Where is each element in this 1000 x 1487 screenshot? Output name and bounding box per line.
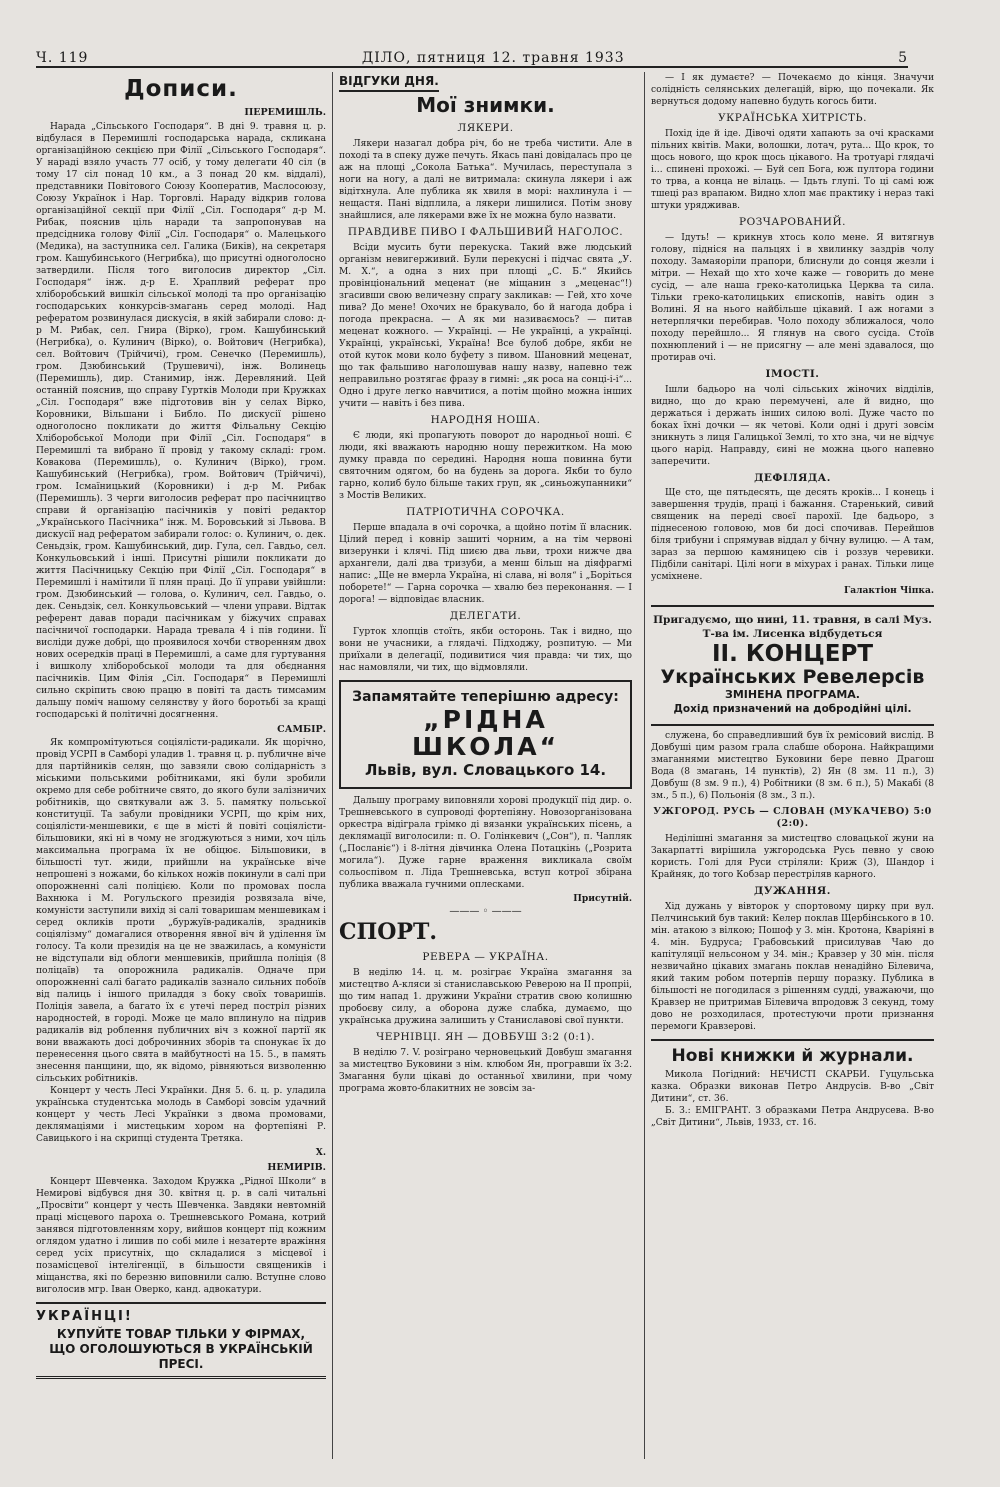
text-lakery: Лякери назагал добра річ, бо не треба чистити. Але в поході та в спеку дуже печуть. Якась пані довідалась про це аж на площі „Сокола Батька“. Мучилась, переступала з ноги на ногу, а далі не витримала: скинула лякери і аж відітхнула. Але публика як хвиля в морі: нахлинула і — нещастя. Пані відплила, а лякери лишилися. Потім знову знайшлися, але лякерами вже їх не можна було назвати. (339, 139, 632, 222)
text-rozcharovanyi: — Ідуть! — крикнув хтось коло мене. Я витягнув голову, підніся на пальцях і в хвилинку заздрів чолу походу. Замаяоріли прапори, блиснули до сонця жезли і мітри. — Нехай що хто хоче каже — говорить до мене сусід, — але наша греко-католицька Церква та сила. Тільки греко-католицьких єпископів, навіть один з Волині. Я на нього найбільше цікавий. І аж ногами з нетерплячки перебирав. Чоло походу зближалося, чоло походу перейшло... Я глянув на свого сусіда. Стоїв похнюплений і — не присягну — але мені здавалося, що протирав очі. (651, 232, 934, 363)
text-narodnia-nosha: Є люди, які пропагують поворот до народньої ноші. Є люди, які вважають народню ношу пережитком. На мою думку правда по середині. Народня ноша повинна бути святочним одягом, бо на будень за дорога. Якби то було гарно, колиб було більше таких груп, як „синьожупанники“ з Мостів Великих. (339, 430, 632, 501)
subhead-narodnia-nosha: НАРОДНЯ НОША. (430, 413, 541, 426)
section-heading-books: Нові книжки й журнали. (671, 1045, 914, 1066)
dateline-peremyshl: ПЕРЕМИШЛЬ. (244, 107, 326, 119)
text-delehaty-continued: — І як думаєте? — Почекаємо до кінця. Значучи солідність селянських делегацій, вірю, що почекали. Як вернуться додому напевно будуть когось бити. (651, 73, 934, 107)
article-peremyshl: Нарада „Сільського Господаря“. В днi 9. травня ц. р. відбулася в Перемишлі господарська нарада, скликана організаційною секцією при Філії „Сільського Господаря“. У нараді взяло участь 77 осіб, у тому делегати 40 сіл (в тому 17 сіл понад 10 км., а 3 понад 20 км. віддалі), представники Повітового Союзу Кооператив, Маслосоюзу, Союзу Українок і Нар. Торговлі. Нараду відкрив голова організаційної секції при Філії „Сіл. Господаря“ д-р М. Рибак, пояснив ціль наради та запропонував на предсідника голову Філії „Сіл. Господаря“ о. Малецького (Медика), на заступника сел. Галика (Биків), на секретаря гром. Кашубинського (Негрибка), що присутні одноголосно затвердили. Після того виголосив директор „Сіл. Господаря“ інж. д-р Е. Храплвий реферат про хліборобський вишкіл сільської молоді та про організацію господарських конкурсів-змагань серед молоді. Над рефератом розвинулася дискусія, в якій забирали слово: д-р М. Рибак, сел. Гнира (Вірко), гром. Кашубинський (Негрибка), о. Кулинич (Вірко), о. Войтович (Негрибка), сел. Войтович (Трійчичі), гром. Сенечко (Перемишль), гром. Дзюбинський (Трушевичі), інж. Волинець (Перемишль), дир. Станимир, інж. Деревляний. Цей останній пояснив, що справу Гуртків Молоди при Кружках „Сіл. Господаря“ вже підготовив він у селах Вірко, Коровники, Вільшани і Библо. По дискусії рішено одноголосно покликати до життя Фільальну Секцію Хліборобської Молоди при Філії „Сіл. Господаря“ в Перемишлі та вибрано її провід у такому складі: гром. Ковакова (Перемишль), о. Кулинич (Вірко), гром. Кашубинський (Негрибка), гром. Войтович (Трійчичі), гром. Ісмаїницький (Коровники) і д-р М. Рибак (Перемишль). З черги виголосив реферат про пасічництво справи й організацію пасічників у повіті редактор „Українського Пасічника“ інж. М. Боровський зі Львова. В дискусії над рефератом забирали голос: о. Кулинич, о. дек. Сеньдзік, гром. Кашубинський, дир. Гула, сел. Гавдьо, сел. Конкульовський і інші. Присутні рішили покликати до життя Пасічницьку Секцію при Філії „Сіл. Господаря“ в Перемишлі і намітили її плян праці. До її управи увійшли: гром. Дзюбинський — голова, о. Кулинич, сел. Гавдьо, о. дек. Сеньдзік, сел. Конкульовський — члени управи. Відтак референт давав поради пасічникам у біжучих справах пасічничої господарки. Нарада тревала 4 і пів години. Її висліди дуже добрі, що проявилося хочби створенням двох нових осередків праці в Перемишлі, а саме для гуртування і вишколу хліборобської молоди та для обєднання пасічників. Цим Філія „Сіл. Господаря“ в Перемишлі сильно скріпить свою працю в повіті та дасть тимсамим дальшу поміч нашому селянству у його боротьбі за кращі господарські й політичні досягнення. (36, 121, 326, 720)
ad-ridna-shkola-name: „РІДНА ШКОЛА“ (411, 704, 560, 762)
column-2 (332, 72, 638, 1459)
section-heading-dopysy: Дописи. (124, 76, 238, 102)
subhead-duzhannia: ДУЖАННЯ. (754, 884, 831, 897)
column-3 (644, 72, 934, 1459)
subhead-khytrist: УКРАЇНСЬКА ХИТРІСТЬ. (718, 112, 867, 124)
text-pyvo: Всіди мусить бути перекуска. Такий вже людський організм невигерживий. Були перекусні і підчас свята „У. М. Х.“, а одна з них при площі „С. Б.“ Якийсь провінціональний меценат (не міщанин з „меценас“!) згасивши свою величезну спрагу закликав: — Гей, хто хоче пива? До мене! Охочих не бракувало, бо й нагода добра і погода прекрасна. — А як ми називаємось? — питав меценат кожного. — Українці. — Не українці, а українці. Українці, українські, Україна! Все булоб добре, якби не отой куток мови коло буфету з пивом. Шановний меценат, що так фальшиво наголошував нашу назву, напевно теж неправильно розтягає фразу в гимні: „як роса на сонці-і-і“... Одно і друге легко навчитися, а потім щойно можна інших учити — навіть і без пива. (339, 242, 632, 409)
subhead-defilada: ДЕФІЛЯДА. (754, 471, 831, 484)
book-entry-1: Микола Погідний: НЕЧИСТІ СКАРБИ. Гуцульська казка. Образки виконав Петро Андрусів. В-во „Світ Дитини“, ст. 36. (651, 1070, 934, 1105)
ad-revelers-proceeds: Дохід призначений на добродійні цілі. (673, 702, 912, 715)
subhead-chernivtsi: ЧЕРНІВЦІ. ЯН — ДОВБУШ 3:2 (0:1). (376, 1030, 595, 1043)
text-bukovyna-standings: служена, бо справедливший був їх ремісовий вислід. В Довбуші цим разом грала слабше оборона. Найкращими змаганнями мистецтво Буковини бере певно Драгош Вода (8 змагань, 14 пунктів), 2) Ян (8 зм. 11 п.), 3) Довбуш (8 зм. 9 п.), 4) Робітники (8 зм. 6 п.), 5) Макабі (8 зм., 5 п.), 6) Польонія (8 зм., 3 п.). (651, 730, 934, 801)
ad-revelers-name: Українських Ревелерсів (660, 666, 925, 689)
masthead-title-date: ДІЛО, пятниця 12. травня 1933 (361, 50, 625, 66)
subhead-pyvo: ПРАВДИВЕ ПИВО І ФАЛЬШИВИЙ НАГОЛОС. (347, 226, 624, 239)
ad-ridna-shkola (339, 680, 632, 789)
signature-prysutnii: Присутній. (573, 892, 632, 904)
article-nemyriv: Концерт Шевченка. Заходом Кружка „Рідної Школи“ в Немирові відбувся дня 30. квітня ц. р. в салі читальні „Просвіти“ концерт у честь Шевченка. Завдяки невтомній праці місцевого пароха о. Трешневського Романа, котрий занявся підготовленням хору, вийшов концерт під кожним оглядом удатно і лишив по собі миле і незатерте вражіння серед усіх присутніх, що складалися з місцевої і позамісцевої інтелігенції, в більшости священиків і міщанства, які по березню виповнили салю. Вступне слово виголосив мгр. Іван Оверко, канд. адвокатури. (36, 1176, 326, 1295)
column-title-moi-znymky: Мої знимки. (416, 92, 555, 117)
section-kicker: ВІДГУКИ ДНЯ. (339, 74, 439, 92)
subhead-delehaty: ДЕЛЕГАТИ. (449, 609, 522, 622)
masthead (36, 44, 908, 68)
ad-ridna-shkola-address: Львів, вул. Словацького 14. (364, 760, 607, 779)
ad-revelers-intro: Пригадуємо, що нині, 11. травня, в салі Муз. Т-ва ім. Лисенка відбудеться (653, 614, 932, 641)
subhead-uzhhorod: УЖГОРОД. РУСЬ — СЛОВАН (МУКАЧЕВО) 5:0 (2:0). (653, 805, 932, 830)
section-heading-sport: СПОРТ. (339, 918, 438, 945)
book-entry-2: Б. З.: ЕМІГРАНТ. З образками Петра Андрусева. В-во „Світ Дитини“, Львів, 1933, ст. 16. (651, 1106, 934, 1129)
ad-revelers-concert (651, 611, 934, 719)
text-chernivtsi: В неділю 7. V. розіграно черновецький Довбуш змагання за мистецтво Буковини з нім. клюбом Ян, програвши їх 3:2. Змагання були цікаві до останньої хвилини, при чому програма жовто-блакитних не зовсім за- (339, 1047, 632, 1094)
dateline-sambir: САМБІР. (277, 723, 326, 735)
text-khytrist: Похід іде й іде. Дівочі одяти хапають за очі красками пільних квітів. Маки, волошки, лотач, рута... Що крок, то щось нового, що крок щось цікавого. На тротуарі глядачі і... спинені прохожі. — Буй сеп Бога, юж пултора години то трва, а концa не вілаць. — Ідьть глупі. То ці самі юж тшеці раз врапаюм. Видно хлоп має практику і нераз такі штуки урядживав. (651, 128, 934, 211)
columns (36, 72, 934, 1459)
subhead-rozcharovanyi: РОЗЧАРОВАНИЙ. (739, 215, 846, 228)
divider-ornament: ——— ◦ ——— (449, 905, 522, 917)
text-uzhhorod: Неділішні змагання за мистецтво словацької жуни на Закарпатті вирішила ужгородська Русь певно у свою користь. Голі для Руси стріляли: Криж (3), Шандор і Крайняк, до того Кобзар перестріляв карного. (651, 833, 934, 880)
article-sambir: Як компромітуються соціялісти-радикали. Як щорічно, провід УСРП в Самборі уладив 1. травня ц. р. публичне віче для партійників селян, що завзяли свою солідарність з міськими польськими робітниками, які були зробили окремо для себе робітниче свято, до якого були залізничих робітників, що святкували аж 3. 5. памятку польської конституції. Та забули провідники УСРП, що крім них, соціялісти-меншевики, є ще в місті й повіті соціялісти-більшовики, які ні в чому не згоджуються з ними, хоч ціль максимальна програма їх не обіцює. Більшовики, в більшості тут. жиди, прийшли на українське віче непрошені з ножами, бо кількох ножів покинули в салі при опорожненні салі поліцією. Коли по промовах посла Вахнюка і М. Рогульского президія розвязала віче, комуністи заступили вихід зі салі товаришам меншевикам і серед окликів проти „буржуїв-радикалів, зрадників соціялізму“ домагалися отворення явної віч й уділення їм голосу. Та коли президія на це не зважилась, а комуністи не відступали від облоги меншевиків, прийшла поліція (8 поліцаїв) та опорожнила радикалів. Одначе при опорожненні салі багато радикалів зазнало сильних побоїв від палиць і іншого приладдя з боку своїх товаришів. Поліція завела, а багато їх є утечі перед постріл різних народностей, в городі. Може це мало вплинуло на підрив радикалів від роблення публичних віч з кожної партії як вони вважають досі доброчинних зборів та спонукає їх до перенесення цього свята в майбутності на 15. 5., в память знесення панщини, що, як відомо, рівняються визволенню сільських робітників. (36, 738, 326, 1085)
ad-ukrainians-text: КУПУЙТЕ ТОВАР ТІЛЬКИ У ФІРМАХ, ЩО ОГОЛОШУЮТЬСЯ В УКРАЇНСЬКІЙ ПРЕСІ. (49, 1327, 313, 1372)
signature-x: Х. (315, 1147, 326, 1159)
ad-ridna-shkola-line1: Запамятайте теперішню адресу: (352, 688, 619, 705)
text-concert-continued: Дальшу програму виповняли хорові продукції під дир. о. Трешневського в супроводі фортепіяну. Новозорганізована оркестра відіграла грімко ді вязанки українських пісень, а деклямації виголосили: п. О. Голінкевич („Сон“), п. Чапляк („Посланіє“) і 8-літня дівчинка Олена Потацкiнь („Розрита могила“). Дуже гарне враження викликала своїм сольоспівом п. Ліда Трешневська, вступ котрої збірана публика вважала гучними оплесками. (339, 795, 632, 890)
article-lesya-concert: Концерт у честь Лесі Українки. Дня 5. 6. ц. р. уладила українська студентська молодь в Самборі зовсім удачний концерт у честь Лесі Українки з двома промовами, деклямаціями і мистецьким хором на фортепіяні Р. Савицького і на скрипці студента Третяка. (36, 1086, 326, 1145)
dateline-nemyriv: НЕМИРІВ. (267, 1162, 326, 1174)
ad-revelers-program: ЗМІНЕНА ПРОГРАМА. (725, 688, 860, 702)
ad-revelers-title: II. КОНЦЕРТ (711, 641, 874, 668)
page-number-issue: Ч. 119 (36, 50, 89, 66)
page-number: 5 (898, 50, 908, 66)
signature-chipka: Галактіон Чіпка. (843, 585, 934, 597)
text-sorochka: Перше впадала в очі сорочка, а щойно потім її власник. Цілий перед і ковнір зашиті чорним, а на тім червоні визерунки і клячі. Під шиєю два льви, трохи нижче два архангели, далі два тризуби, а менш більш на діяфрагмі напис: „Ще не вмерла Україна, ні слава, ні воля“ і „Боріться поборете!“ — Гарна сорочка — хвалю без переконання. — І дорога! — відповідає власник. (339, 522, 632, 605)
text-delehaty: Гурток хлопців стоїть, якби осторонь. Так і видно, що вони не учасники, а глядачі. Підходжу, розпитую. — Ми приїхали в делегації, подивитися чия правда: чи тих, що нас намовляли, чи тих, що відмовляли. (339, 626, 632, 673)
text-defilada: Ще сто, ще пятьдесять, ще десять кроків... І конець і завершення трудів, праці і бажання. Старенький, сивий священик на переді своєї парохії. Іде бадьоро, з піднесеною головою, мов би досі спочивав. Перейшов біля трибуни і спрямував віддал у бічну вулицю. — А там, зараз за першою камяницею сів і роззув черевики. Підбіли санітарі. Цілі ноги в міхурах і ранах. Тільки лице усміхнене. (651, 488, 934, 583)
subhead-lakery: ЛЯКЕРИ. (457, 122, 514, 135)
text-duzhannia: Хід дужань у вівторок у спортовому цирку при вул. Пелчинський був такий: Келер поклав Щербінського в 10. мін. атакою з вілкою; Пошоф у 3. мін. Кротона, Кваріяні в 4. мін. Будруса; Грабовський присилував Чаю до капітуляції нельсоном у 34. мін.; Кравзер у 30 мін. після незвичайно цікавих змагань поклав ненадійно Білевича, який таким робом потерпів першу поразку. Публика в більшості не погодилася з рішенням судді, уважаючи, що Кравзер не притримав Білевича впродовж 3 секунд, тому дово не розходилася, протестуючи проти признання перемоги Кравзерові. (651, 901, 934, 1032)
subhead-revera-ukraina: РЕВЕРА — УКРАЇНА. (422, 951, 549, 963)
subhead-imosti: ІМОСТІ. (765, 367, 820, 380)
text-revera-ukraina: В неділю 14. ц. м. розіграє Україна змагання за мистецтво А-кляси зі станиславською Реверою на II пропріі, що тим напад 1. дружини України стратив свою колишню пробоєву силу, а оборона дуже слабка, думаємо, що українська дружина залишить у Станиславові свої пункти. (339, 967, 632, 1026)
text-imosti: Ішли бадьоро на чолі сільських жіночих відділів, видно, що до краю перемучені, але й видно, що держаться і держать інших силою волі. Дуже часто по боках їхні дочки — як четові. Коли одні і другі зовсім зникнуть з лиця Галицької Землі, то хто зна, чи не відчує цього нарід. Направду, єині не можна цього напевно заперечити. (651, 384, 934, 467)
ad-ukrainians-title: УКРАЇНЦІ! (36, 1308, 133, 1324)
subhead-sorochka: ПАТРІОТИЧНА СОРОЧКА. (406, 505, 565, 518)
column-1 (36, 72, 326, 1459)
